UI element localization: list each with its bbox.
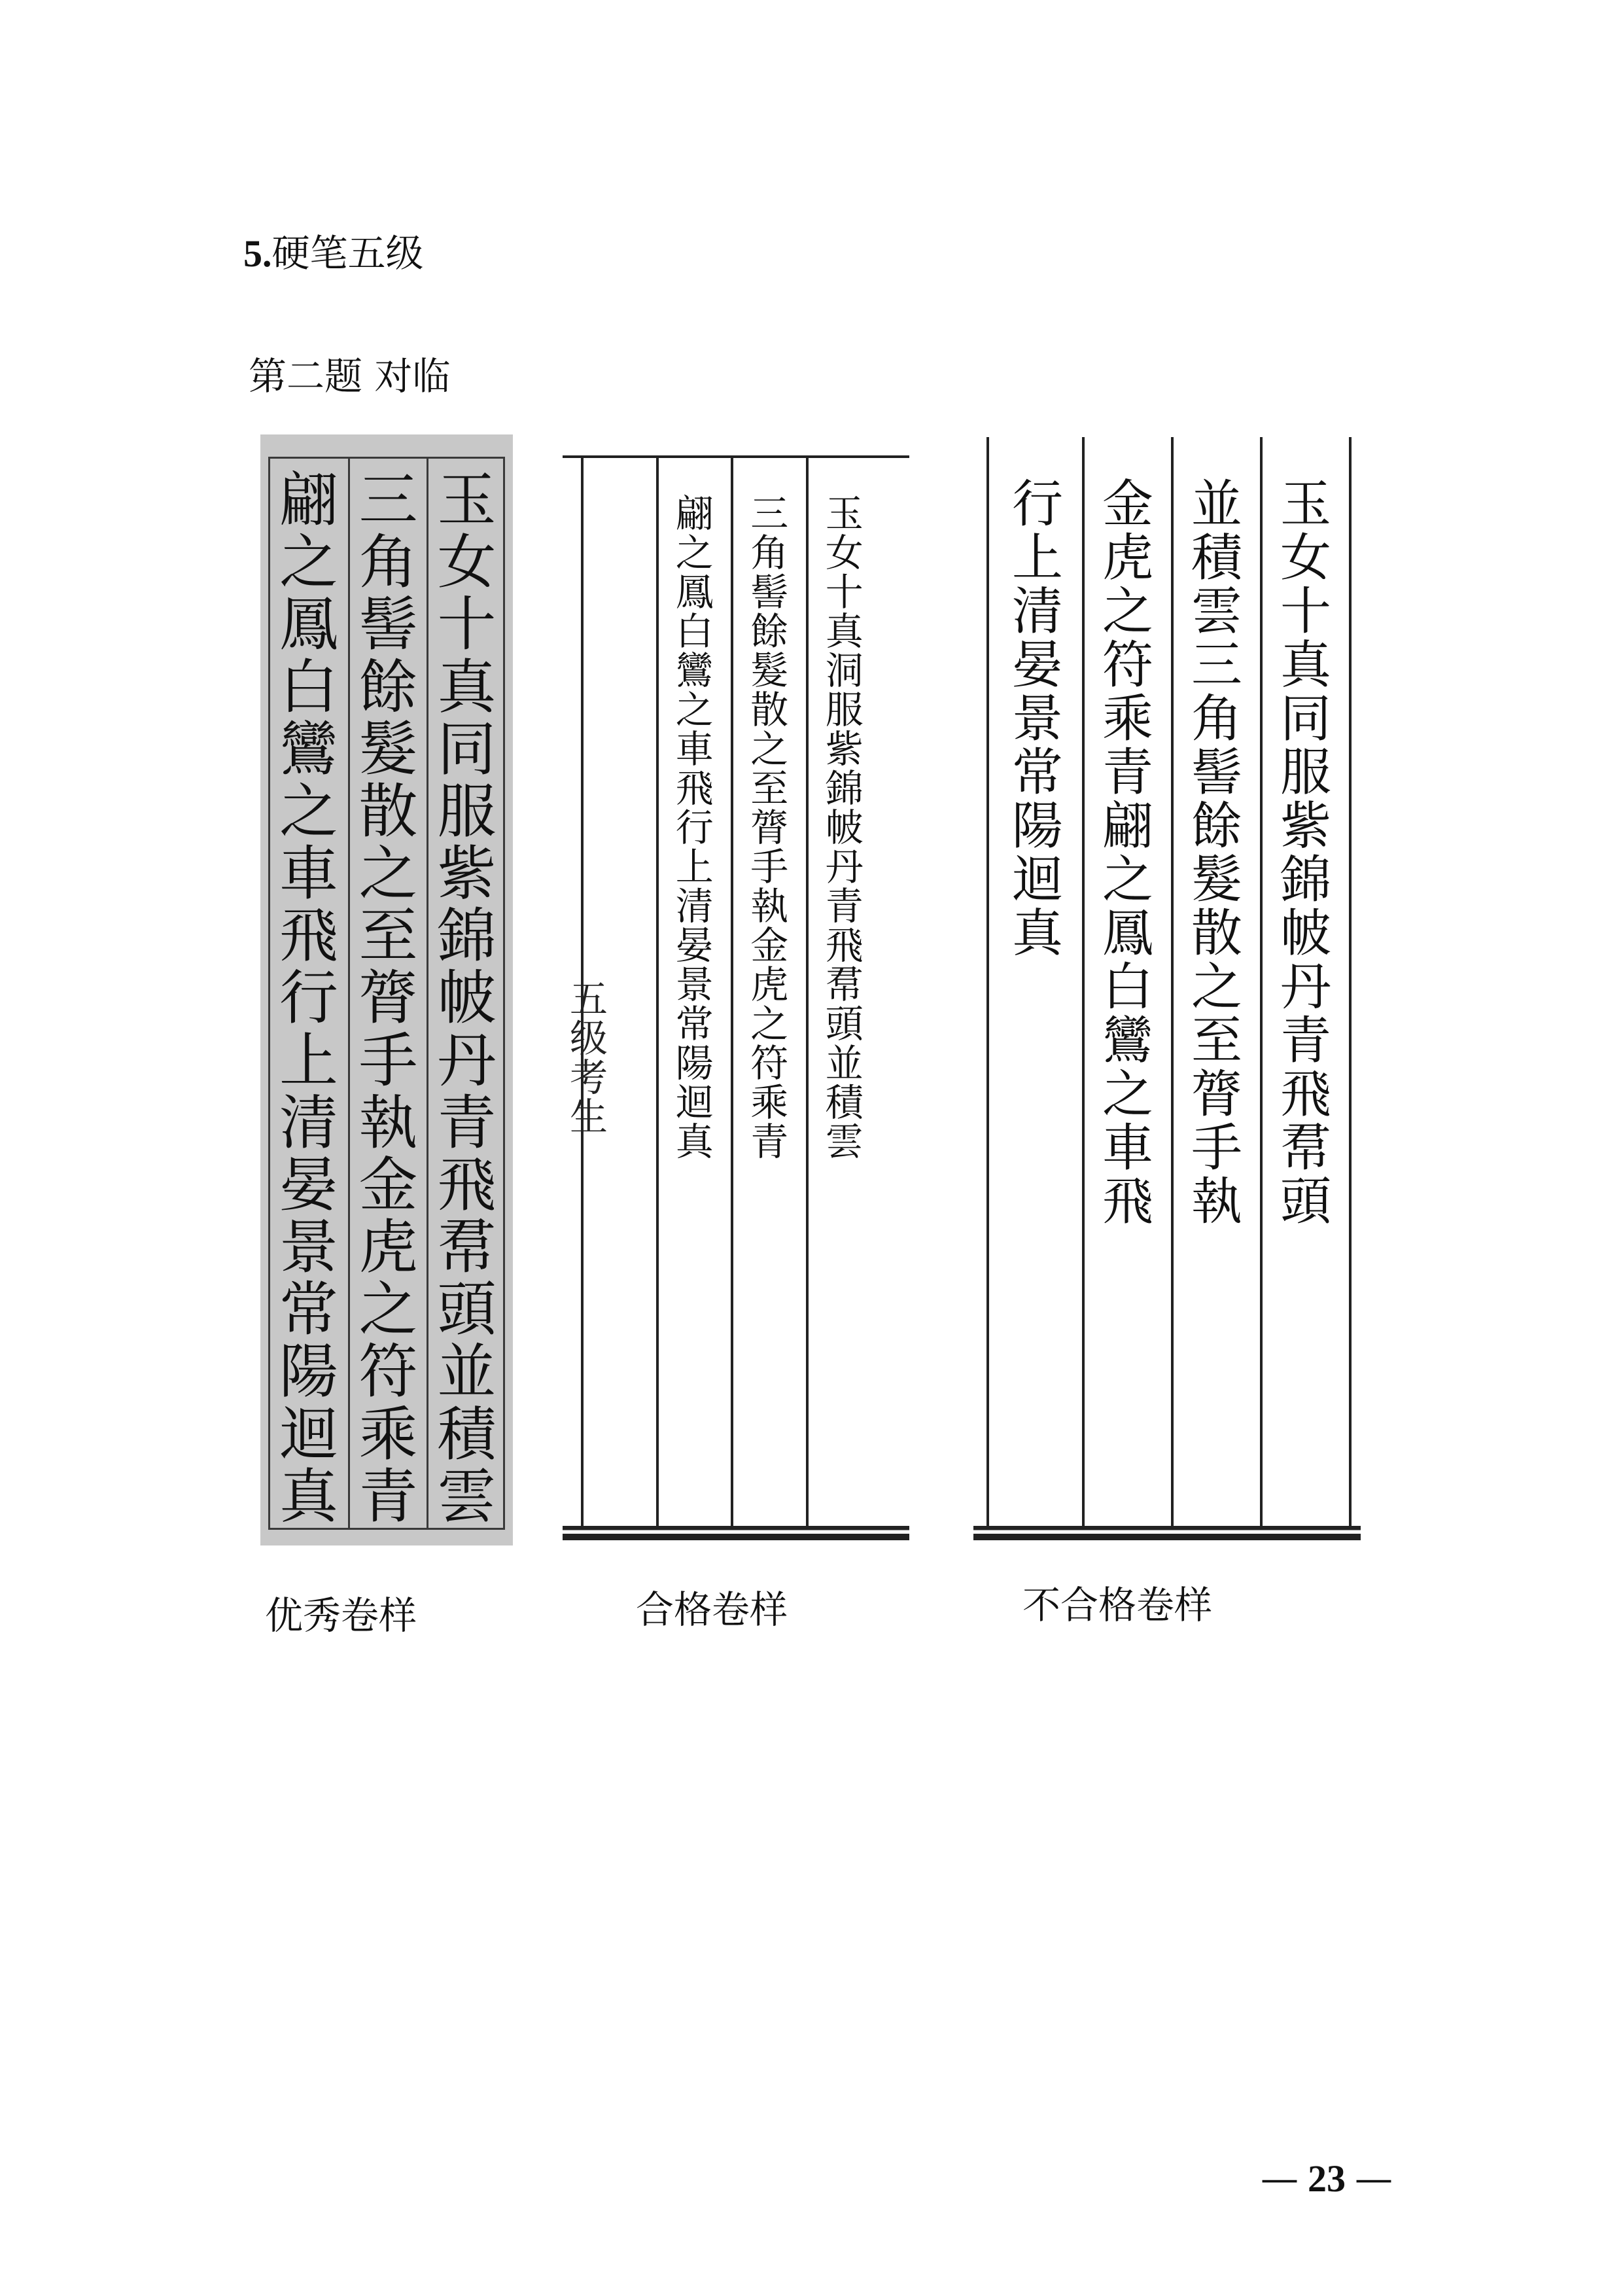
calligraphy-char: 陽: [675, 1041, 714, 1086]
calligraphy-char: 紫: [437, 839, 497, 909]
calligraphy-char: 至: [358, 902, 418, 971]
calligraphy-char: 玉: [1280, 475, 1331, 534]
calligraphy-char: 雲: [1191, 582, 1242, 641]
calligraphy-columns: [581, 458, 881, 1526]
excellent-sample: [260, 434, 513, 1545]
calligraphy-char: 手: [750, 845, 789, 889]
calligraphy-char: 十: [1280, 582, 1331, 641]
calligraphy-char: 翩: [675, 491, 714, 536]
calligraphy-char: 景: [675, 963, 714, 1007]
calligraphy-char: 膂: [750, 805, 789, 850]
calligraphy-char: 青: [1102, 743, 1153, 802]
calligraphy-char: 迴: [279, 1400, 338, 1469]
calligraphy-char: 飛: [1280, 1065, 1331, 1124]
calligraphy-char: 帔: [437, 964, 497, 1033]
calligraphy-char: 上: [1011, 529, 1063, 588]
calligraphy-char: 青: [437, 1088, 497, 1157]
calligraphy-char: 乘: [750, 1080, 789, 1125]
calligraphy-char: 玉: [437, 466, 497, 535]
calligraphy-char: 陽: [279, 1337, 338, 1407]
calligraphy-char: 行: [1011, 475, 1063, 534]
calligraphy-char: 並: [825, 1041, 864, 1086]
calligraphy-char: 晏: [1011, 636, 1063, 695]
calligraphy-char: 真: [1011, 904, 1063, 963]
calligraphy-char: 金: [358, 1150, 418, 1220]
calligraphy-char: 髮: [1191, 851, 1242, 910]
calligraphy-column: [1260, 437, 1349, 1526]
calligraphy-char: 錦: [825, 766, 864, 811]
calligraphy-char: 角: [1191, 690, 1242, 749]
section-title: 硬笔五级: [271, 231, 424, 275]
calligraphy-char: 晏: [279, 1150, 338, 1220]
calligraphy-char: 之: [1102, 851, 1153, 910]
calligraphy-char: 頭: [825, 1002, 864, 1046]
calligraphy-char: 散: [358, 777, 418, 846]
calligraphy-column: [656, 458, 731, 1526]
calligraphy-char: 符: [750, 1041, 789, 1086]
calligraphy-char: 乘: [358, 1400, 418, 1469]
calligraphy-char: 飛: [437, 1150, 497, 1220]
calligraphy-char: 女: [437, 528, 497, 597]
calligraphy-column: [427, 457, 505, 1530]
calligraphy-char: 金: [750, 923, 789, 968]
calligraphy-char: 三: [750, 491, 789, 536]
calligraphy-char: 十: [437, 590, 497, 660]
calligraphy-char: 髻: [1191, 743, 1242, 802]
calligraphy-char: 角: [750, 531, 789, 575]
calligraphy-char: 車: [675, 727, 714, 771]
calligraphy-char: 丹: [437, 1026, 497, 1095]
calligraphy-char: 手: [1191, 1119, 1242, 1178]
calligraphy-char: 洞: [825, 648, 864, 693]
calligraphy-char: 髻: [750, 570, 789, 614]
calligraphy-char: 女: [825, 531, 864, 575]
calligraphy-char: 帔: [825, 805, 864, 850]
calligraphy-char: 帬: [1280, 1119, 1331, 1178]
calligraphy-char: 之: [675, 688, 714, 732]
calligraphy-char: 翩: [279, 466, 338, 535]
calligraphy-column: [1082, 437, 1171, 1526]
calligraphy-char: 頭: [1280, 1173, 1331, 1231]
calligraphy-char: 真: [825, 609, 864, 654]
page-number: — 23 —: [1261, 2156, 1393, 2200]
calligraphy-char: 帬: [437, 1213, 497, 1282]
calligraphy-char: 飛: [825, 923, 864, 968]
calligraphy-char: 積: [825, 1080, 864, 1125]
calligraphy-char: 丹: [825, 845, 864, 889]
calligraphy-char: 之: [675, 531, 714, 575]
sample-bottom-rule: [563, 1526, 909, 1540]
calligraphy-char: 三: [358, 466, 418, 535]
calligraphy-char: 行: [279, 964, 338, 1033]
section-heading: [243, 222, 424, 277]
calligraphy-char: 鸞: [675, 648, 714, 693]
calligraphy-char: 级: [569, 1016, 608, 1061]
caption-pass: 合格卷样: [636, 1587, 788, 1632]
calligraphy-char: 積: [1191, 529, 1242, 588]
calligraphy-char: 餘: [1191, 797, 1242, 856]
calligraphy-char: 上: [279, 1026, 338, 1095]
calligraphy-char: 景: [279, 1213, 338, 1282]
calligraphy-char: 角: [358, 528, 418, 597]
question-title: 第二题 对临: [249, 354, 451, 398]
calligraphy-char: 服: [825, 688, 864, 732]
calligraphy-char: 上: [675, 845, 714, 889]
calligraphy-char: 鳳: [675, 570, 714, 614]
calligraphy-char: 之: [279, 777, 338, 846]
calligraphy-char: 景: [1011, 690, 1063, 749]
calligraphy-char: 十: [825, 570, 864, 614]
calligraphy-char: 考: [569, 1055, 608, 1100]
calligraphy-char: 生: [569, 1095, 608, 1139]
calligraphy-char: 乘: [1102, 690, 1153, 749]
calligraphy-char: 之: [1102, 1065, 1153, 1124]
calligraphy-char: 雲: [437, 1462, 497, 1531]
calligraphy-columns: [986, 437, 1352, 1526]
calligraphy-char: 符: [358, 1337, 418, 1407]
calligraphy-char: 青: [358, 1462, 418, 1531]
calligraphy-char: 紫: [825, 727, 864, 771]
calligraphy-char: 帔: [1280, 904, 1331, 963]
caption-excellent: 优秀卷样: [265, 1593, 417, 1638]
calligraphy-columns: [268, 457, 505, 1530]
calligraphy-char: 鳳: [1102, 904, 1153, 963]
calligraphy-char: 翩: [1102, 797, 1153, 856]
fail-sample: [973, 437, 1361, 1544]
calligraphy-char: 散: [750, 688, 789, 732]
calligraphy-char: 白: [1102, 958, 1153, 1017]
calligraphy-char: 帬: [825, 963, 864, 1007]
calligraphy-char: 並: [1191, 475, 1242, 534]
caption-fail: 不合格卷样: [1022, 1583, 1213, 1627]
calligraphy-column: [731, 458, 806, 1526]
calligraphy-char: 之: [358, 1275, 418, 1345]
calligraphy-char: 執: [1191, 1173, 1242, 1231]
candidate-signature: [563, 977, 608, 1139]
calligraphy-char: 膂: [358, 964, 418, 1033]
calligraphy-char: 真: [1280, 636, 1331, 695]
calligraphy-char: 餘: [750, 609, 789, 654]
calligraphy-column: [993, 437, 1082, 1526]
calligraphy-char: 常: [279, 1275, 338, 1345]
calligraphy-column: [270, 457, 348, 1530]
calligraphy-char: 五: [569, 977, 608, 1021]
calligraphy-char: 之: [750, 727, 789, 771]
calligraphy-char: 積: [437, 1400, 497, 1469]
calligraphy-column: [1171, 437, 1260, 1526]
calligraphy-char: 同: [437, 715, 497, 784]
calligraphy-char: 之: [750, 1002, 789, 1046]
calligraphy-char: 紫: [1280, 797, 1331, 856]
calligraphy-char: 迴: [1011, 851, 1063, 910]
calligraphy-char: 真: [675, 1120, 714, 1164]
calligraphy-char: 餘: [358, 652, 418, 722]
calligraphy-char: 髮: [750, 648, 789, 693]
calligraphy-char: 之: [1191, 958, 1242, 1017]
calligraphy-char: 飛: [1102, 1173, 1153, 1231]
pass-sample: [563, 437, 909, 1544]
calligraphy-char: 女: [1280, 529, 1331, 588]
calligraphy-char: 至: [750, 766, 789, 811]
calligraphy-column: [348, 457, 427, 1530]
calligraphy-char: 虎: [1102, 529, 1153, 588]
calligraphy-char: 頭: [437, 1275, 497, 1345]
calligraphy-char: 執: [750, 884, 789, 928]
calligraphy-char: 膂: [1191, 1065, 1242, 1124]
calligraphy-char: 符: [1102, 636, 1153, 695]
calligraphy-char: 青: [750, 1120, 789, 1164]
calligraphy-char: 清: [279, 1088, 338, 1157]
calligraphy-char: 鸞: [279, 715, 338, 784]
calligraphy-char: 飛: [279, 902, 338, 971]
calligraphy-char: 同: [1280, 690, 1331, 749]
calligraphy-char: 並: [437, 1337, 497, 1407]
calligraphy-char: 服: [437, 777, 497, 846]
calligraphy-char: 至: [1191, 1012, 1242, 1070]
calligraphy-char: 行: [675, 805, 714, 850]
calligraphy-char: 散: [1191, 904, 1242, 963]
calligraphy-char: 真: [279, 1462, 338, 1531]
calligraphy-char: 髮: [358, 715, 418, 784]
calligraphy-char: 錦: [1280, 851, 1331, 910]
calligraphy-char: 鸞: [1102, 1012, 1153, 1070]
calligraphy-char: 錦: [437, 902, 497, 971]
calligraphy-char: 白: [675, 609, 714, 654]
calligraphy-char: 車: [1102, 1119, 1153, 1178]
page-number-value: 23: [1308, 2157, 1346, 2200]
calligraphy-char: 之: [358, 839, 418, 909]
calligraphy-char: 之: [1102, 582, 1153, 641]
calligraphy-char: 陽: [1011, 797, 1063, 856]
sample-bottom-rule: [973, 1526, 1361, 1540]
calligraphy-char: 常: [675, 1002, 714, 1046]
calligraphy-char: 服: [1280, 743, 1331, 802]
calligraphy-char: 虎: [358, 1213, 418, 1282]
calligraphy-char: 清: [1011, 582, 1063, 641]
calligraphy-char: 丹: [1280, 958, 1331, 1017]
calligraphy-char: 車: [279, 839, 338, 909]
calligraphy-char: 手: [358, 1026, 418, 1095]
calligraphy-column: [806, 458, 881, 1526]
calligraphy-char: 金: [1102, 475, 1153, 534]
calligraphy-char: 虎: [750, 963, 789, 1007]
calligraphy-char: 鳳: [279, 590, 338, 660]
section-number: 5.: [243, 232, 272, 275]
calligraphy-char: 白: [279, 652, 338, 722]
calligraphy-char: 晏: [675, 923, 714, 968]
calligraphy-char: 之: [279, 528, 338, 597]
calligraphy-char: 髻: [358, 590, 418, 660]
calligraphy-char: 執: [358, 1088, 418, 1157]
calligraphy-char: 真: [437, 652, 497, 722]
calligraphy-char: 青: [1280, 1012, 1331, 1070]
calligraphy-char: 清: [675, 884, 714, 928]
calligraphy-char: 三: [1191, 636, 1242, 695]
calligraphy-char: 青: [825, 884, 864, 928]
calligraphy-char: 迴: [675, 1080, 714, 1125]
calligraphy-char: 飛: [675, 766, 714, 811]
calligraphy-char: 常: [1011, 743, 1063, 802]
calligraphy-char: 玉: [825, 491, 864, 536]
calligraphy-char: 雲: [825, 1120, 864, 1164]
